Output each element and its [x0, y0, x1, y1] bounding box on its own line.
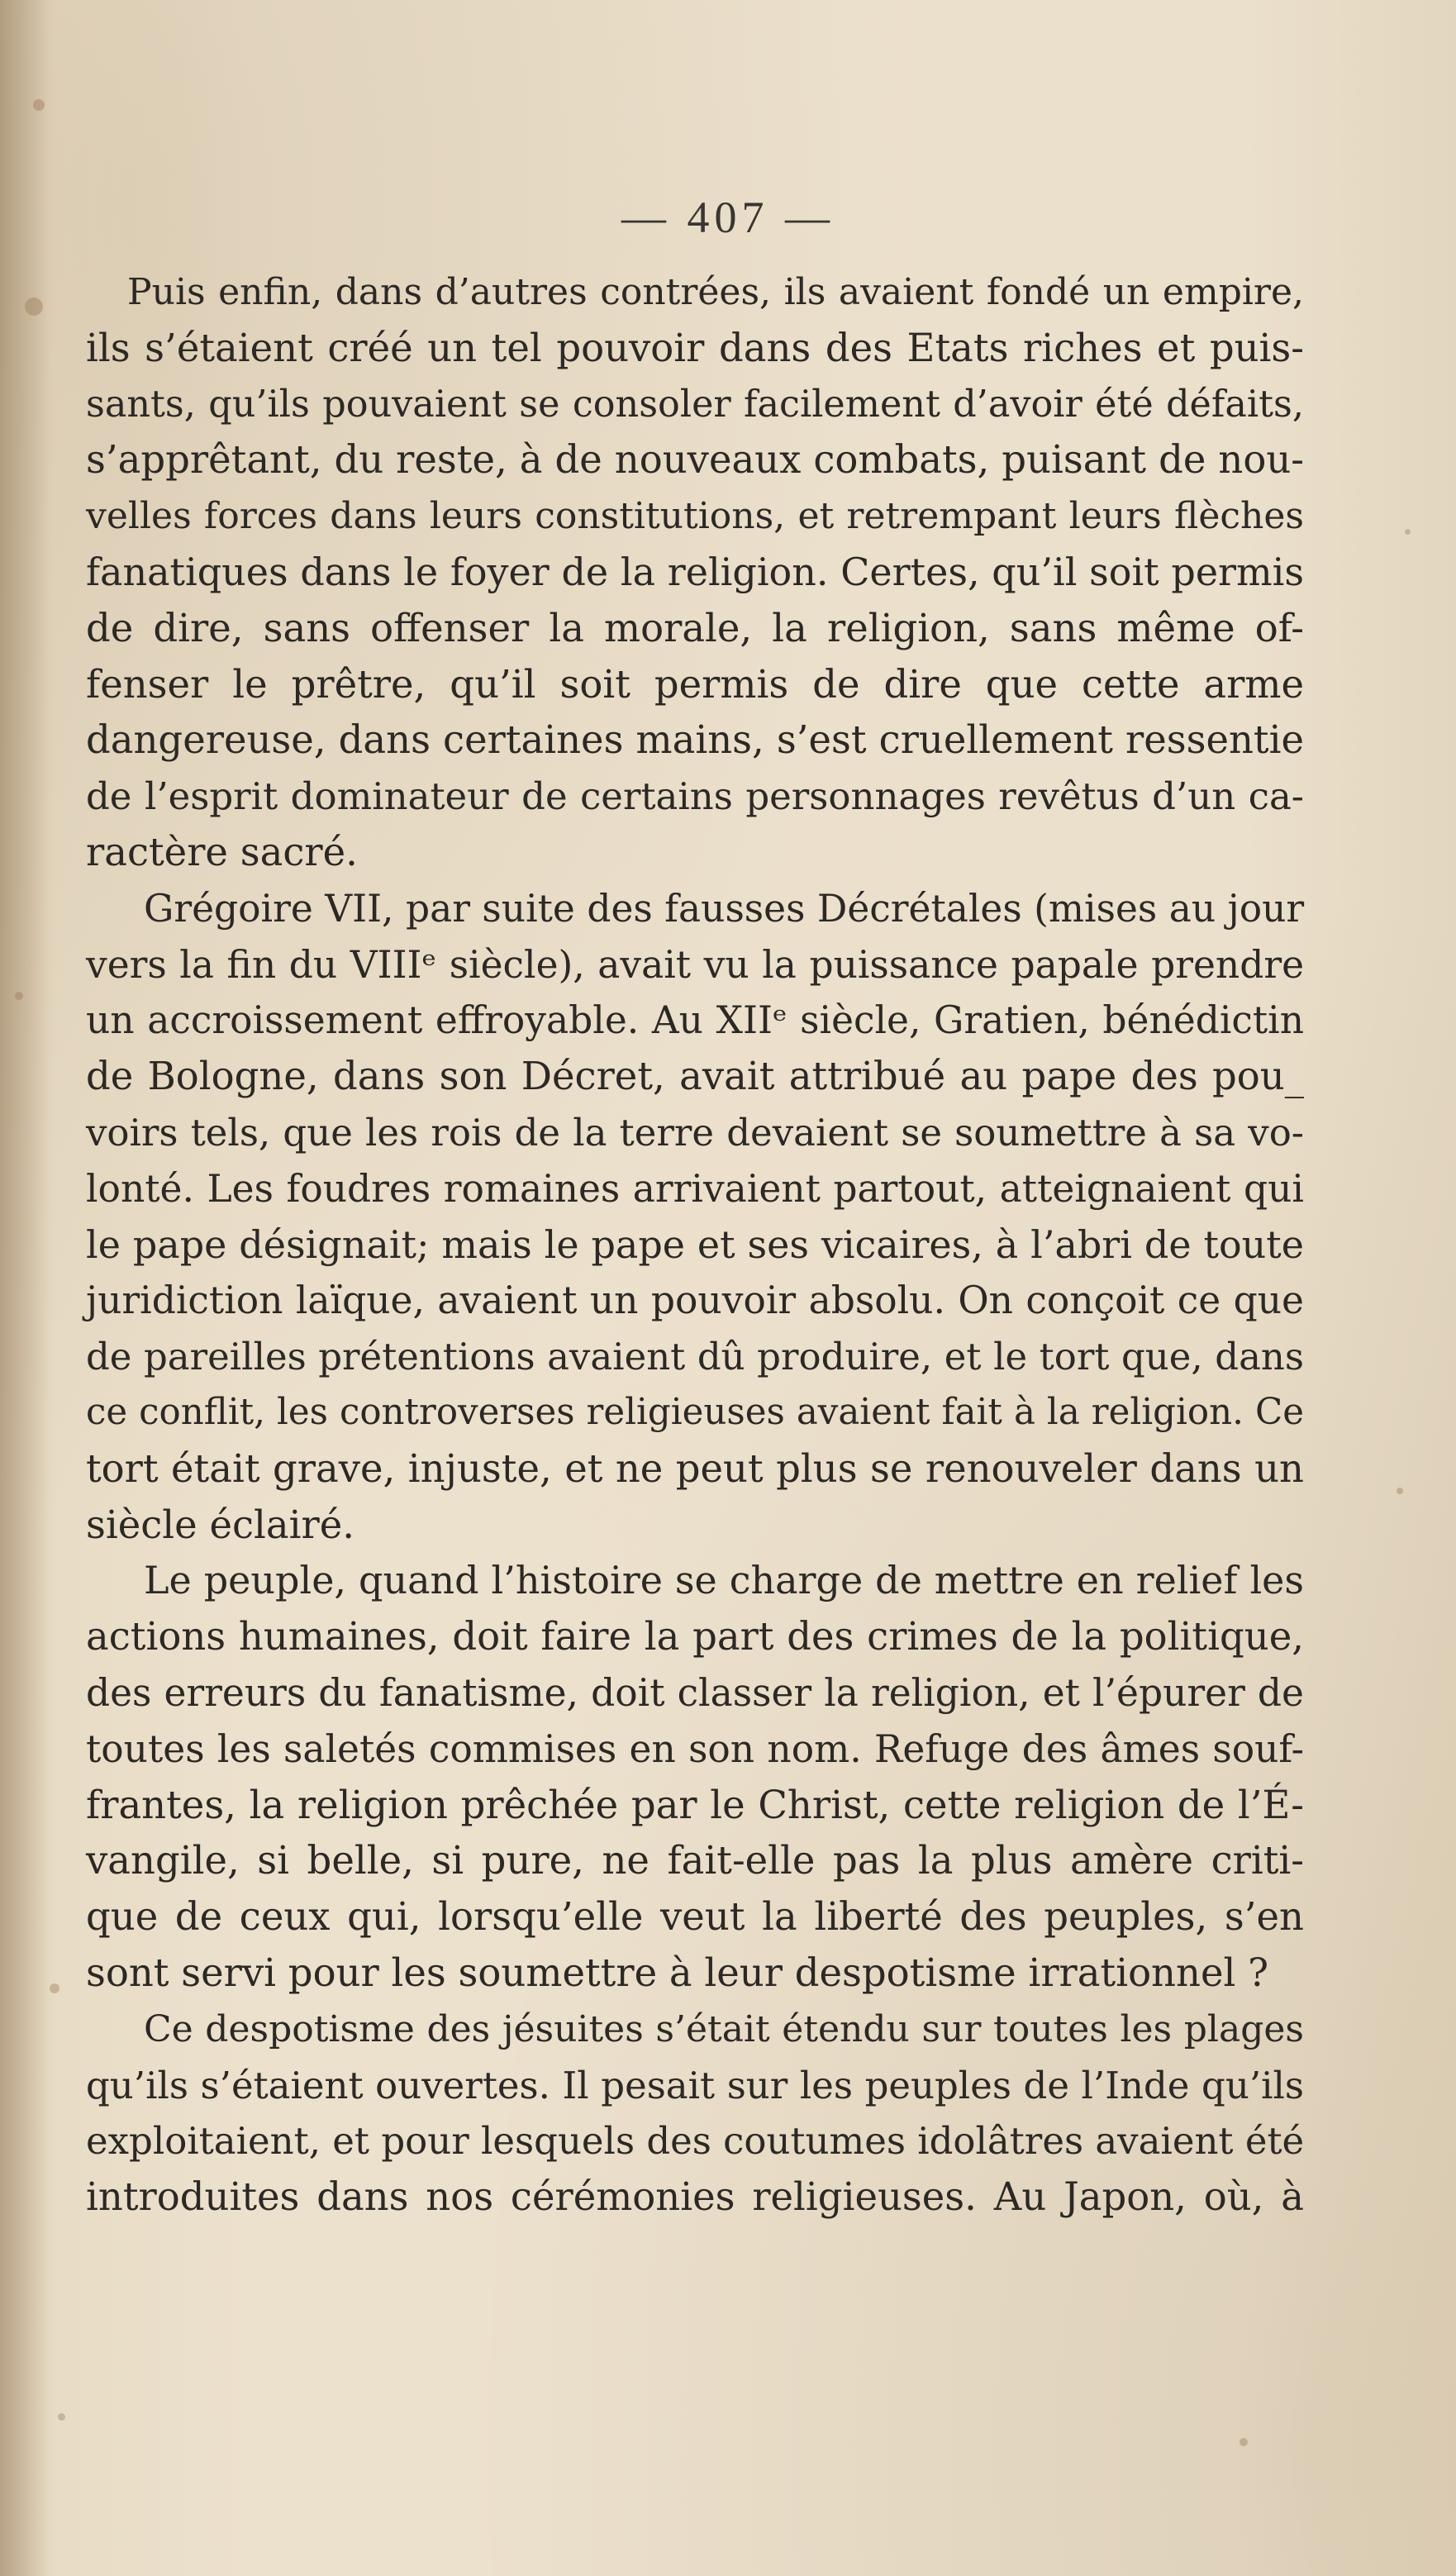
page-number: — 407 — — [621, 193, 835, 242]
text-line: Le peuple, quand l’histoire se charge de mettre en relief les — [144, 1558, 1304, 1603]
body-text — [86, 264, 1304, 2226]
text-line: de Bologne, dans son Décret, avait attribué au pape des pou_ — [86, 1054, 1304, 1099]
text-line: introduites dans nos cérémonies religieuses. Au Japon, où, à — [86, 2174, 1304, 2220]
text-line: siècle éclairé. — [86, 1502, 355, 1547]
text-line: Grégoire VII, par suite des fausses Décrétales (mises au jour — [144, 886, 1305, 931]
text-line: de l’esprit dominateur de certains personnages revêtus d’un ca- — [86, 774, 1304, 819]
text-line: fanatiques dans le foyer de la religion. Certes, qu’il soit permis — [86, 549, 1304, 594]
text-line: des erreurs du fanatisme, doit classer la religion, et l’épurer de — [86, 1670, 1304, 1715]
paper-speck — [33, 99, 45, 111]
paper-speck — [58, 2413, 65, 2421]
text-line: tort était grave, injuste, et ne peut plus se renouveler dans un — [86, 1445, 1304, 1491]
text-line: de pareilles prétentions avaient dû produire, et le tort que, dans — [86, 1335, 1304, 1379]
text-line: vangile, si belle, si pure, ne fait-elle pas la plus amère criti- — [86, 1838, 1304, 1883]
text-line: juridiction laïque, avaient un pouvoir absolu. On conçoit ce que — [86, 1278, 1304, 1323]
text-line: exploitaient, et pour lesquels des coutumes idolâtres avaient été — [86, 2119, 1305, 2164]
text-line: actions humaines, doit faire la part des crimes de la politique, — [86, 1614, 1304, 1659]
text-line: voirs tels, que les rois de la terre devaient se soumettre à sa vo- — [86, 1110, 1304, 1155]
paper-speck — [15, 992, 23, 1000]
text-line: ce conflit, les controverses religieuses avaient fait à la religion. Ce — [86, 1391, 1304, 1433]
text-line: ils s’étaient créé un tel pouvoir dans des Etats riches et puis- — [86, 325, 1304, 370]
paper-speck — [1405, 529, 1411, 535]
text-line: lonté. Les foudres romaines arrivaient partout, atteignaient qui — [86, 1166, 1304, 1211]
text-line: frantes, la religion prêchée par le Christ, cette religion de l’É- — [86, 1782, 1304, 1827]
text-line: que de ceux qui, lorsqu’elle veut la liberté des peuples, s’en — [86, 1894, 1304, 1940]
paper-speck — [25, 298, 43, 316]
text-line: toutes les saletés commises en son nom. Refuge des âmes souf- — [86, 1726, 1304, 1771]
paper-speck — [1240, 2438, 1248, 2446]
text-line: sont servi pour les soumettre à leur despotisme irrationnel ? — [86, 1950, 1269, 1995]
text-line: Ce despotisme des jésuites s’était étendu sur toutes les plages — [144, 2007, 1304, 2050]
paper-speck — [1397, 1488, 1403, 1494]
text-line: dangereuse, dans certaines mains, s’est cruellement ressentie — [86, 717, 1304, 763]
text-line: ractère sacré. — [86, 829, 358, 874]
text-line: velles forces dans leurs constitutions, et retrempant leurs flèches — [86, 495, 1304, 538]
text-line: fenser le prêtre, qu’il soit permis de dire que cette arme — [86, 661, 1304, 707]
text-line: Puis enfin, dans d’autres contrées, ils avaient fondé un empire, — [127, 271, 1304, 313]
text-line: un accroissement effroyable. Au XIIᵉ siècle, Gratien, bénédictin — [86, 998, 1304, 1043]
text-line: qu’ils s’étaient ouvertes. Il pesait sur les peuples de l’Inde qu’ils — [86, 2063, 1304, 2107]
text-line: de dire, sans offenser la morale, la religion, sans même of- — [86, 605, 1304, 650]
text-line: vers la fin du VIIIᵉ siècle), avait vu la puissance papale prendre — [86, 942, 1304, 987]
paper-speck — [50, 1983, 59, 1993]
text-line: s’apprêtant, du reste, à de nouveaux combats, puisant de nou- — [86, 437, 1304, 483]
page-edge-stain — [0, 0, 50, 2576]
text-line: sants, qu’ils pouvaient se consoler facilement d’avoir été défaits, — [86, 383, 1304, 426]
text-line: le pape désignait; mais le pape et ses vicaires, à l’abri de toute — [86, 1221, 1304, 1267]
